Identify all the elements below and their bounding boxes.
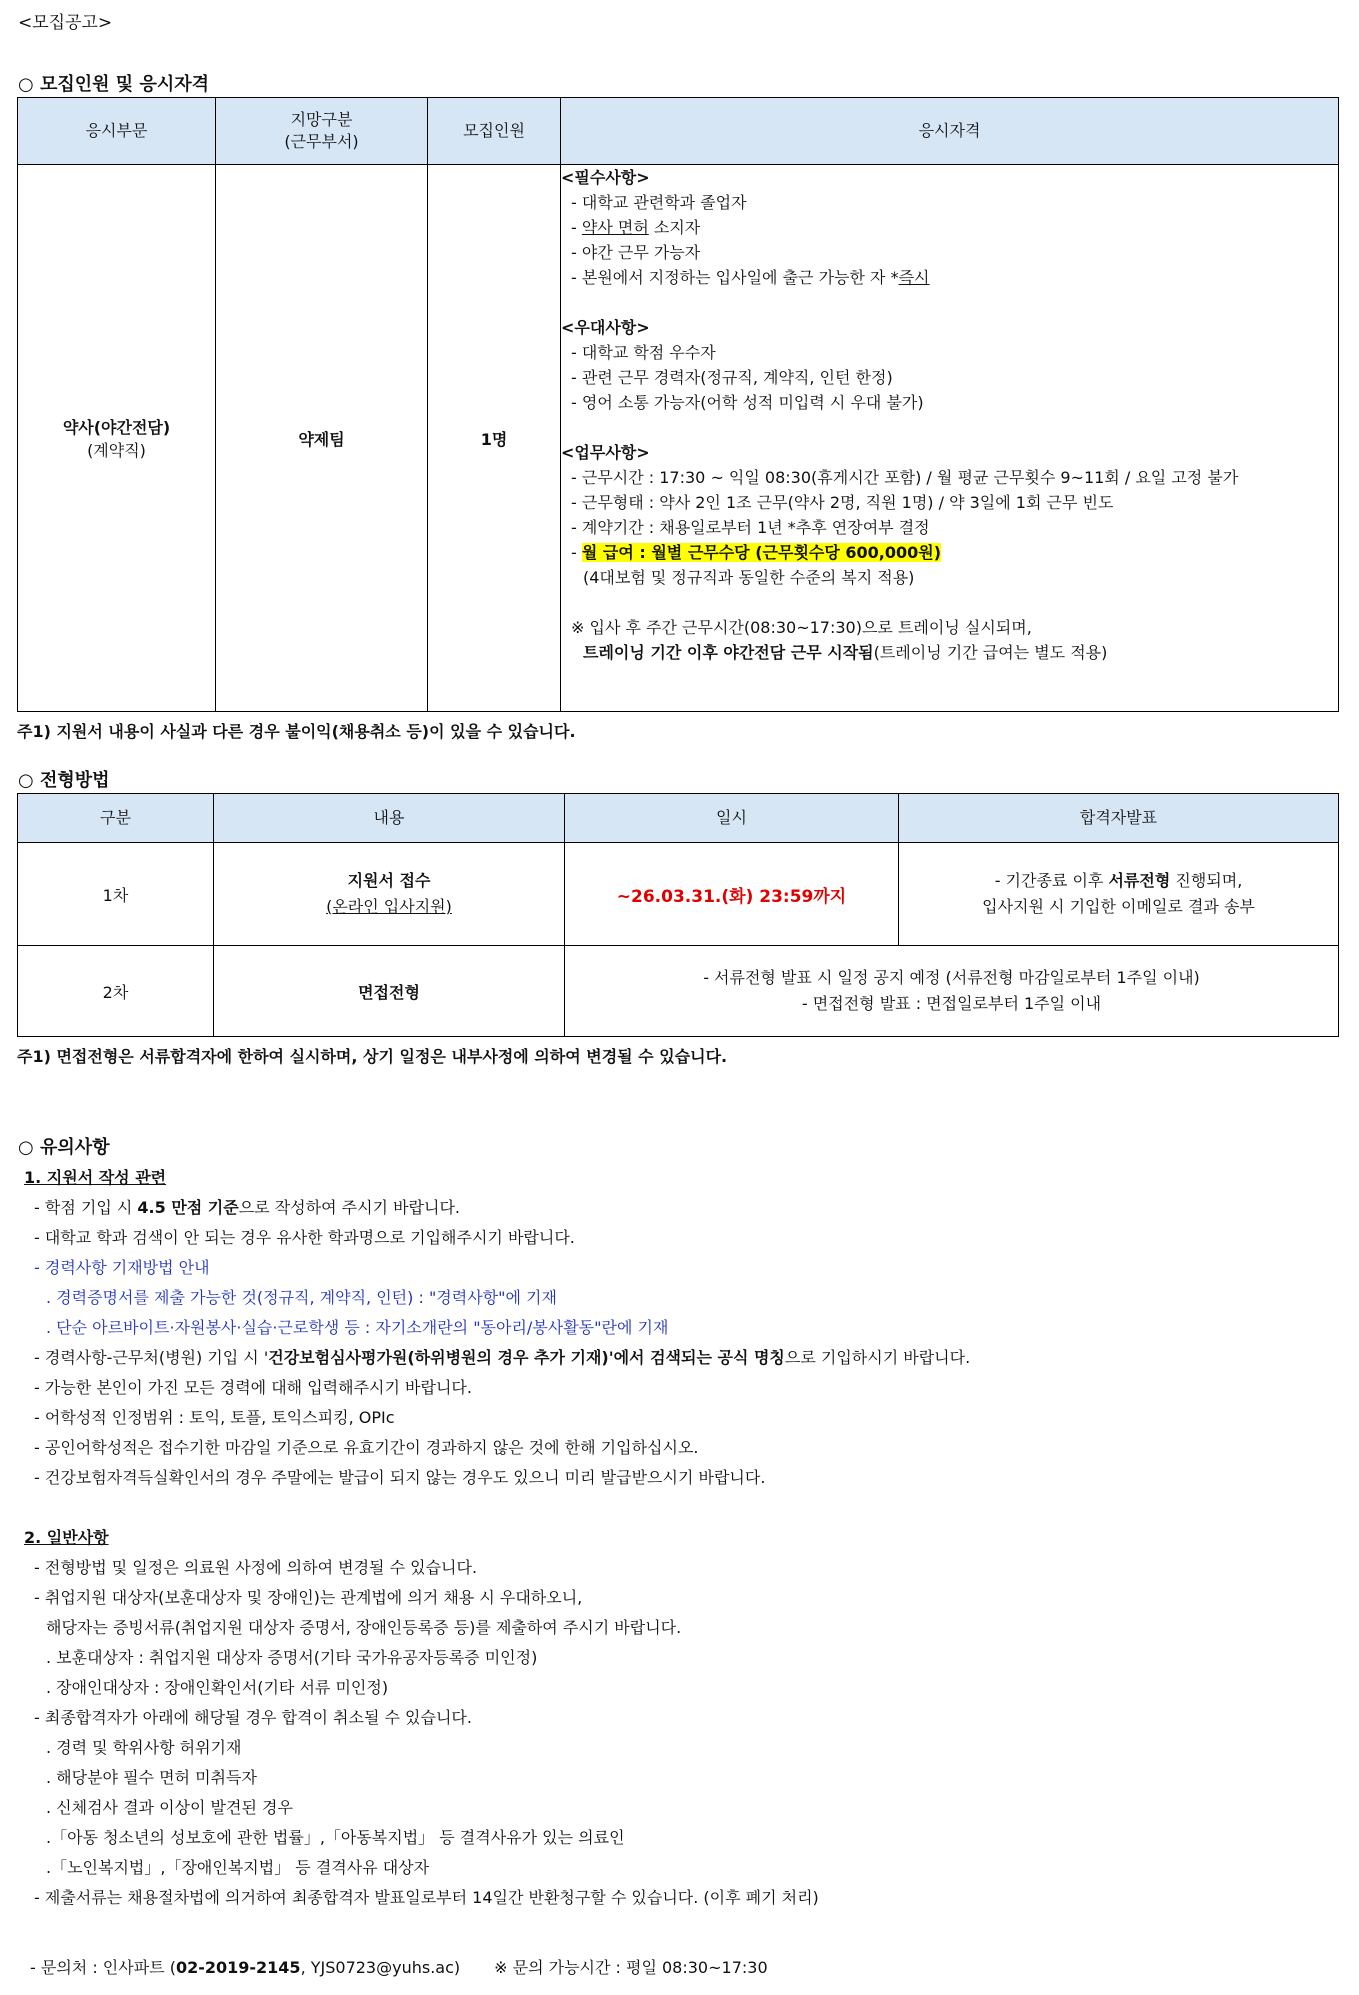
date-1: ~26.03.31.(화) 23:59까지	[565, 843, 899, 946]
role-type: (계약직)	[87, 441, 146, 460]
content-1: 지원서 접수 (온라인 입사지원)	[214, 843, 565, 946]
header-division: 응시부문	[18, 98, 216, 165]
qualifications-table-body	[17, 97, 1339, 712]
section-title-process: ○ 전형방법	[18, 770, 110, 791]
cell-qualifications	[561, 165, 1339, 712]
note-line: - 어학성적 인정범위 : 토익, 토플, 토익스피킹, OPIc	[34, 1408, 395, 1427]
note-line: . 경력 및 학위사항 허위기재	[46, 1738, 242, 1757]
header-dept: 지망구분 (근무부서)	[216, 98, 428, 165]
notice-title: <모집공고>	[18, 13, 113, 33]
note-line: - 대학교 학과 검색이 안 되는 경우 유사한 학과명으로 기입해주시기 바랍니다.	[34, 1228, 575, 1247]
pref-item: - 관련 근무 경력자(정규직, 계약직, 인턴 한정)	[571, 368, 893, 387]
note-line: . 장애인대상자 : 장애인확인서(기타 서류 미인정)	[46, 1678, 389, 1697]
step-1: 1차	[18, 843, 214, 946]
note-line-career: . 단순 아르바이트·자원봉사·실습·근로학생 등 : 자기소개란의 "동아리/봉사활동"란에 기재	[46, 1318, 669, 1337]
note-line-career: - 경력사항 기재방법 안내	[34, 1258, 210, 1277]
cell-count: 1명	[428, 165, 561, 712]
note-line: - 경력사항-근무처(병원) 기입 시 '건강보험심사평가원(하위병원의 경우 추가 기재)'에서 검색되는 공식 명칭으로 기입하시기 바랍니다.	[34, 1348, 971, 1367]
header-result: 합격자발표	[899, 794, 1339, 843]
req-item: - 본원에서 지정하는 입사일에 출근 가능한 자 *즉시	[571, 268, 930, 287]
note-line: . 보훈대상자 : 취업지원 대상자 증명서(기타 국가유공자등록증 미인정)	[46, 1648, 538, 1667]
note-line: - 취업지원 대상자(보훈대상자 및 장애인)는 관계법에 의거 채용 시 우대하오니,	[34, 1588, 583, 1607]
cell-dept: 약제팀	[216, 165, 428, 712]
cell-role	[18, 165, 216, 712]
notes-body	[18, 1163, 1338, 1913]
note-line: - 학점 기입 시 4.5 만점 기준으로 작성하여 주시기 바랍니다.	[34, 1198, 460, 1217]
pref-item: - 대학교 학점 우수자	[571, 343, 716, 362]
pref-title: <우대사항>	[561, 318, 650, 337]
sub-title-general: 2. 일반사항	[24, 1528, 109, 1547]
step-2: 2차	[18, 946, 214, 1037]
note-1: 주1) 지원서 내용이 사실과 다른 경우 불이익(채용취소 등)이 있을 수 있습니다.	[17, 722, 576, 741]
process-table	[17, 793, 1339, 1037]
note-line: - 건강보험자격득실확인서의 경우 주말에는 발급이 되지 않는 경우도 있으니 미리 발급받으시기 바랍니다.	[34, 1468, 766, 1487]
content-2: 면접전형	[214, 946, 565, 1037]
duty-item: - 근무시간 : 17:30 ~ 익일 08:30(휴게시간 포함) / 월 평균 근무횟수 9~11회 / 요일 고정 불가	[571, 468, 1239, 487]
note-line: - 공인어학성적은 접수기한 마감일 기준으로 유효기간이 경과하지 않은 것에 한해 기입하십시오.	[34, 1438, 699, 1457]
note-line: - 제출서류는 채용절차법에 의거하여 최종합격자 발표일로부터 14일간 반환청구할 수 있습니다. (이후 폐기 처리)	[34, 1888, 819, 1907]
header-step: 구분	[18, 794, 214, 843]
note-line: - 최종합격자가 아래에 해당될 경우 합격이 취소될 수 있습니다.	[34, 1708, 472, 1727]
note-2: 주1) 면접전형은 서류합격자에 한하여 실시하며, 상기 일정은 내부사정에 의하여 변경될 수 있습니다.	[17, 1047, 728, 1066]
note-line: .「노인복지법」,「장애인복지법」 등 결격사유 대상자	[46, 1858, 430, 1877]
note-line: .「아동 청소년의 성보호에 관한 법률」,「아동복지법」 등 결격사유가 있는 의료인	[46, 1828, 625, 1847]
header-date: 일시	[565, 794, 899, 843]
req-item: - 대학교 관련학과 졸업자	[571, 193, 747, 212]
result-2: - 서류전형 발표 시 일정 공지 예정 (서류전형 마감일로부터 1주일 이내) - 면접전형 발표 : 면접일로부터 1주일 이내	[565, 946, 1339, 1037]
section-title-notes: ○ 유의사항	[18, 1137, 110, 1158]
duty-item: - 계약기간 : 채용일로부터 1년 *추후 연장여부 결정	[571, 518, 930, 537]
note-line: - 전형방법 및 일정은 의료원 사정에 의하여 변경될 수 있습니다.	[34, 1558, 478, 1577]
sub-title-application: 1. 지원서 작성 관련	[24, 1168, 167, 1187]
req-item: - 약사 면허 소지자	[571, 218, 701, 237]
header-qualifications: 응시자격	[561, 98, 1339, 165]
contact-phone: 02-2019-2145	[175, 1958, 301, 1977]
result-1: - 기간종료 이후 서류전형 진행되며, 입사지원 시 기입한 이메일로 결과 송부	[899, 843, 1339, 946]
training-note: ※ 입사 후 주간 근무시간(08:30~17:30)으로 트레이닝 실시되며,	[571, 618, 1032, 637]
duty-item: (4대보험 및 정규직과 동일한 수준의 복지 적용)	[583, 568, 915, 587]
note-line: . 해당분야 필수 면허 미취득자	[46, 1768, 257, 1787]
contact-hours: ※ 문의 가능시간 : 평일 08:30~17:30	[494, 1958, 768, 1977]
role-name: 약사(야간전담)	[62, 418, 171, 437]
section-title-qualifications: ○ 모집인원 및 응시자격	[18, 74, 209, 95]
header-count: 모집인원	[428, 98, 561, 165]
req-item: - 야간 근무 가능자	[571, 243, 701, 262]
note-line: 해당자는 증빙서류(취업지원 대상자 증명서, 장애인등록증 등)를 제출하여 주시기 바랍니다.	[46, 1618, 682, 1637]
req-title: <필수사항>	[561, 168, 650, 187]
duty-item-salary: - 월 급여 : 월별 근무수당 (근무횟수당 600,000원)	[571, 543, 942, 562]
training-note: 트레이닝 기간 이후 야간전담 근무 시작됨(트레이닝 기간 급여는 별도 적용)	[583, 643, 1108, 662]
header-content: 내용	[214, 794, 565, 843]
note-line: - 가능한 본인이 가진 모든 경력에 대해 입력해주시기 바랍니다.	[34, 1378, 472, 1397]
contact-line: - 문의처 : 인사파트 (02-2019-2145, YJS0723@yuhs.ac) ※ 문의 가능시간 : 평일 08:30~17:30	[30, 1958, 768, 1977]
duty-item: - 근무형태 : 약사 2인 1조 근무(약사 2명, 직원 1명) / 약 3일에 1회 근무 빈도	[571, 493, 1114, 512]
note-line-career: . 경력증명서를 제출 가능한 것(정규직, 계약직, 인턴) : "경력사항"에 기재	[46, 1288, 557, 1307]
note-line: . 신체검사 결과 이상이 발견된 경우	[46, 1798, 293, 1817]
pref-item: - 영어 소통 가능자(어학 성적 미입력 시 우대 불가)	[571, 393, 924, 412]
duty-title: <업무사항>	[561, 443, 650, 462]
